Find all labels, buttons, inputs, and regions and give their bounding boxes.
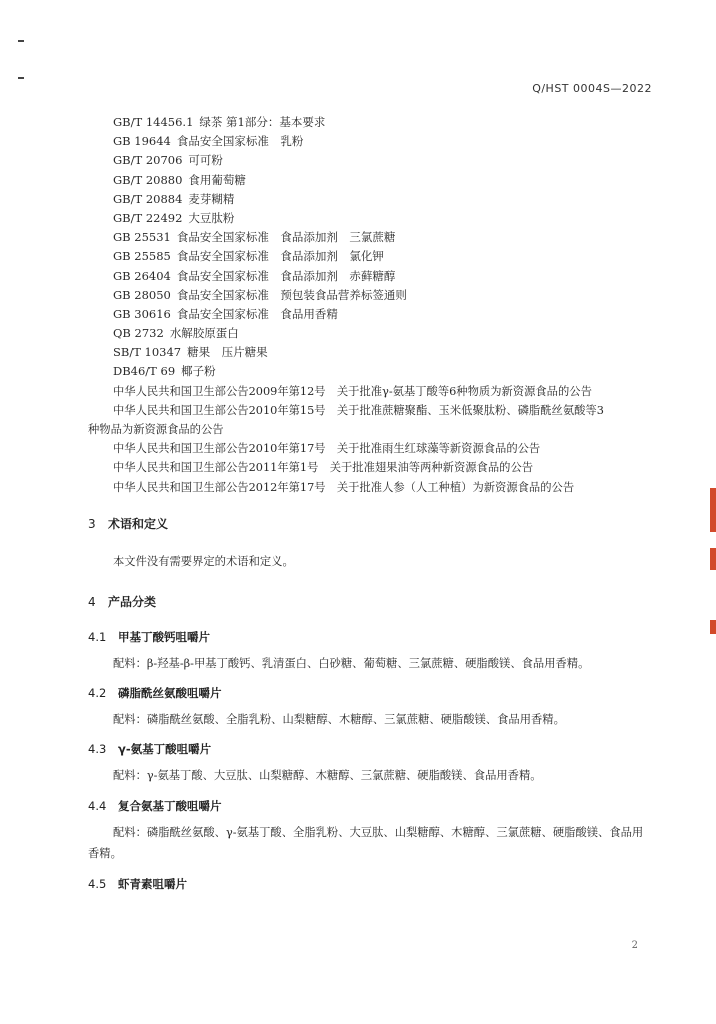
reference-code: GB 26404 [113, 268, 171, 283]
section-heading [88, 593, 156, 610]
scan-edge-mark [710, 548, 716, 570]
reference-title: 食品安全国家标准 预包装食品营养标签通则 [176, 287, 407, 302]
scan-mark [18, 77, 24, 79]
reference-item [0, 171, 716, 190]
reference-item [0, 190, 716, 209]
section-title: 产品分类 [108, 595, 157, 609]
reference-item [0, 209, 716, 228]
reference-code: GB 25585 [113, 249, 171, 264]
subsection-number: 4.5 [88, 877, 107, 891]
reference-title: 椰子粉 [181, 364, 216, 379]
reference-item [0, 247, 716, 266]
reference-code: GB 28050 [113, 287, 171, 302]
announcement-continuation: 种物品为新资源食品的公告 [88, 423, 224, 436]
subsection-heading [88, 741, 211, 757]
reference-item [0, 362, 716, 381]
reference-item [0, 151, 716, 170]
reference-code: GB 19644 [113, 134, 171, 149]
announcement-item: 中华人民共和国卫生部公告2010年第17号 关于批准雨生红球藻等新资源食品的公告 [113, 442, 541, 456]
announcement-item: 中华人民共和国卫生部公告2012年第17号 关于批准人参（人工种植）为新资源食品的公告 [113, 480, 575, 494]
section-body: 本文件没有需要界定的术语和定义。 [113, 555, 294, 568]
reference-title: 食品安全国家标准 食品添加剂 三氯蔗糖 [176, 230, 396, 245]
section-number: 3 [88, 517, 96, 531]
announcement-item: 中华人民共和国卫生部公告2010年第15号 关于批准蔗糖聚酯、玉米低聚肽粉、磷脂酰丝氨酸等3 [113, 403, 604, 417]
reference-title: 可可粉 [188, 153, 223, 168]
subsection-title: γ-氨基丁酸咀嚼片 [118, 742, 212, 756]
reference-code: GB/T 20880 [113, 172, 183, 187]
scan-mark [18, 40, 24, 42]
subsection-heading [88, 876, 187, 892]
normative-references [0, 113, 716, 497]
reference-item [0, 305, 716, 324]
subsection-heading [88, 798, 222, 814]
page-number: 2 [631, 940, 638, 951]
reference-title: 食品安全国家标准 食品添加剂 赤藓糖醇 [176, 268, 396, 283]
subsection-title: 虾青素咀嚼片 [118, 877, 187, 891]
section-title: 术语和定义 [108, 517, 169, 531]
reference-title: 麦芽糊精 [188, 191, 235, 206]
section-heading [88, 515, 168, 532]
reference-item [0, 113, 716, 132]
ingredients-text: 配料：β-羟基-β-甲基丁酸钙、乳清蛋白、白砂糖、葡萄糖、三氯蔗糖、硬脂酸镁、食品用香精。 [113, 657, 590, 670]
reference-code: DB46/T 69 [113, 364, 176, 379]
reference-title: 食品安全国家标准 乳粉 [176, 134, 304, 149]
reference-code: GB 30616 [113, 306, 171, 321]
reference-title: 食品安全国家标准 食品用香精 [176, 306, 338, 321]
announcement-item: 中华人民共和国卫生部公告2009年第12号 关于批准γ-氨基丁酸等6种物质为新资源食品的公告 [113, 384, 592, 398]
reference-title: 大豆肽粉 [188, 210, 235, 225]
subsection-title: 甲基丁酸钙咀嚼片 [118, 630, 210, 644]
ingredients-text: 配料：γ-氨基丁酸、大豆肽、山梨糖醇、木糖醇、三氯蔗糖、硬脂酸镁、食品用香精。 [113, 769, 542, 782]
reference-title: 水解胶原蛋白 [169, 326, 239, 341]
reference-item [0, 324, 716, 343]
subsection-title: 复合氨基丁酸咀嚼片 [118, 799, 222, 813]
reference-title: 绿茶 第1部分：基本要求 [199, 115, 326, 129]
subsection-title: 磷脂酰丝氨酸咀嚼片 [118, 686, 222, 700]
reference-title: 糖果 压片糖果 [187, 345, 268, 360]
subsection-number: 4.1 [88, 630, 107, 644]
reference-item [0, 132, 716, 151]
reference-title: 食品安全国家标准 食品添加剂 氯化钾 [176, 249, 384, 264]
reference-code: GB/T 22492 [113, 210, 183, 225]
section-number: 4 [88, 595, 96, 609]
subsection-number: 4.3 [88, 742, 107, 756]
reference-item [0, 267, 716, 286]
reference-item [0, 343, 716, 362]
reference-code: SB/T 10347 [113, 345, 182, 360]
reference-code: GB/T 20884 [113, 191, 183, 206]
reference-code: QB 2732 [113, 326, 164, 341]
scan-edge-mark [710, 620, 716, 634]
ingredients-text: 配料：磷脂酰丝氨酸、全脂乳粉、山梨糖醇、木糖醇、三氯蔗糖、硬脂酸镁、食品用香精。 [113, 713, 565, 726]
reference-code: GB 25531 [113, 230, 171, 245]
subsection-number: 4.4 [88, 799, 107, 813]
reference-item [0, 286, 716, 305]
document-code: Q/HST 0004S—2022 [532, 82, 652, 95]
subsection-number: 4.2 [88, 686, 107, 700]
ingredients-text: 配料：磷脂酰丝氨酸、γ-氨基丁酸、全脂乳粉、大豆肽、山梨糖醇、木糖醇、三氯蔗糖、硬脂酸镁、食品用香精。 [88, 826, 644, 860]
reference-code: GB/T 20706 [113, 153, 183, 168]
reference-item [0, 228, 716, 247]
subsection-heading [88, 629, 210, 645]
reference-code: GB/T 14456.1 [113, 115, 194, 129]
announcement-item: 中华人民共和国卫生部公告2011年第1号 关于批准翅果油等两种新资源食品的公告 [113, 461, 534, 475]
reference-title: 食用葡萄糖 [188, 172, 246, 187]
subsection-heading [88, 685, 222, 701]
